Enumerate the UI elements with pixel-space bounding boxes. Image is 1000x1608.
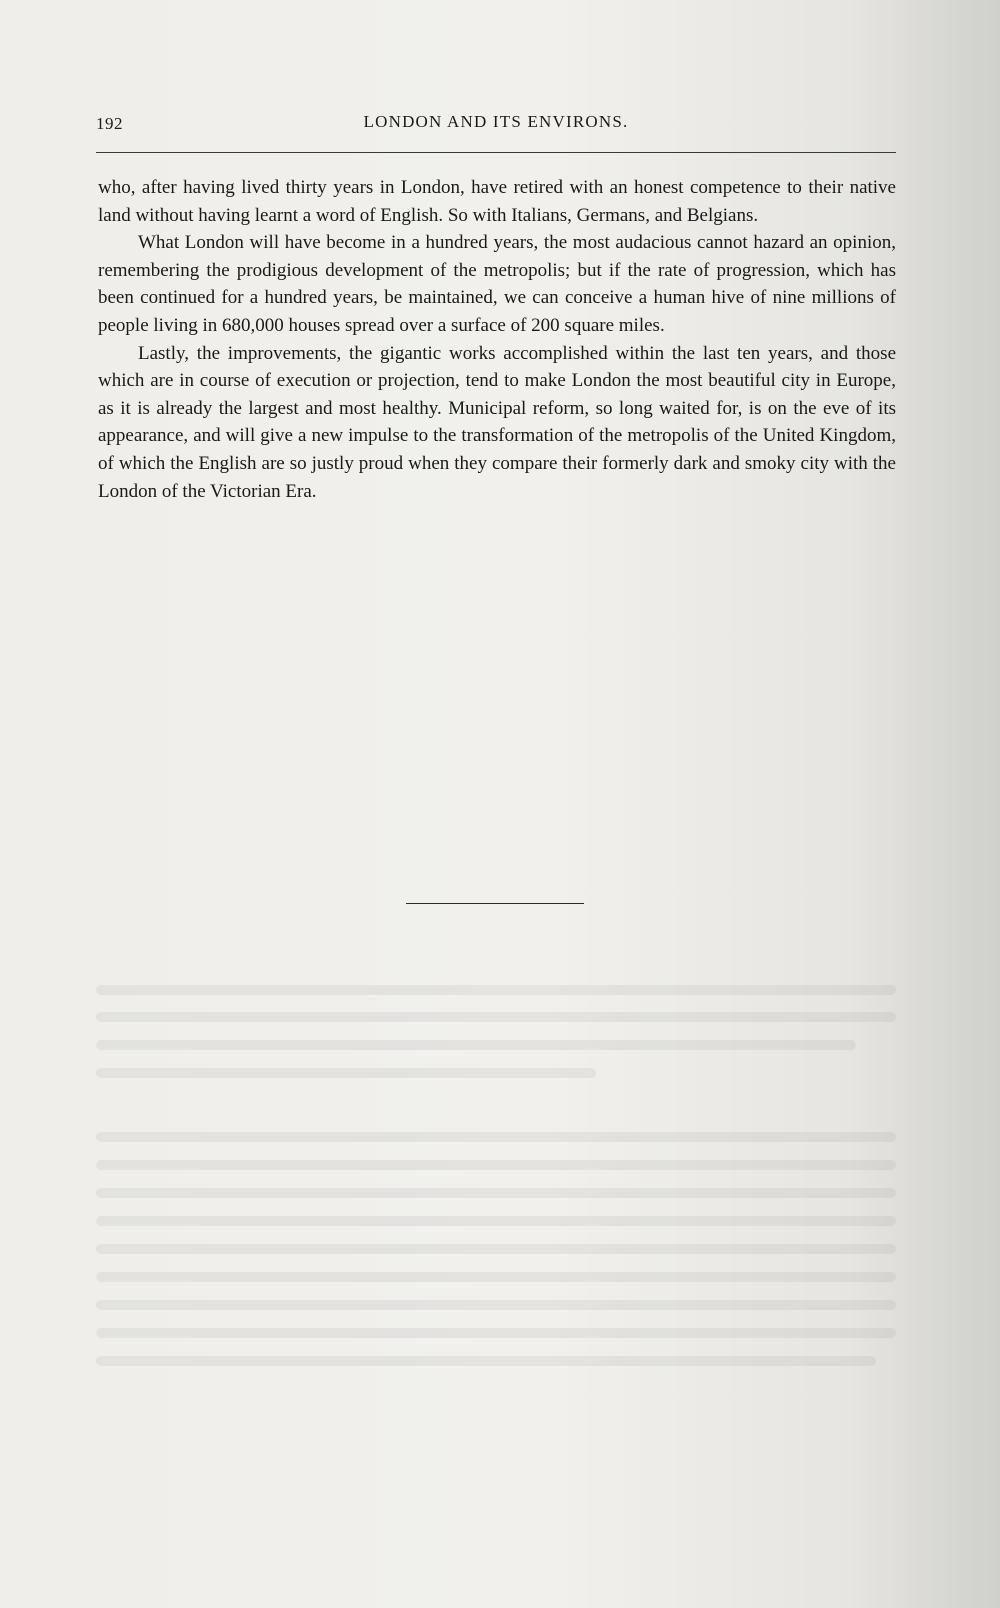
paragraph-continuation: who, after having lived thirty years in London, have retired with an honest competence to their native land without having learnt a word of English. So with Italians, Germans, and Belgians.: [98, 177, 896, 226]
page-header: [96, 108, 896, 138]
section-end-rule: [406, 903, 584, 904]
paragraph-future-london: What London will have become in a hundred years, the most audacious cannot hazard an opinion, remembering the prodigious development of the metropolis; but if the rate of progression, which has been continued for a hundred years, be maintained, we can conceive a human hive of nine millions of people living in 680,000 houses spread over a surface of 200 square miles.: [98, 232, 896, 336]
body-text: [98, 174, 896, 505]
header-rule: [96, 152, 896, 153]
page-number: 192: [96, 114, 123, 133]
paragraph-improvements: Lastly, the improvements, the gigantic works accomplished within the last ten years, and those which are in course of execution or projection, tend to make London the most beautiful city in Europe, as it is already the largest and most healthy. Municipal reform, so long waited for, is on the eve of its appearance, and will give a new impulse to the transformation of the metropolis of the United Kingdom, of which the English are so justly proud when they compare their formerly dark and smoky city with the London of the Victorian Era.: [98, 342, 896, 502]
running-head: LONDON AND ITS ENVIRONS.: [363, 112, 629, 131]
